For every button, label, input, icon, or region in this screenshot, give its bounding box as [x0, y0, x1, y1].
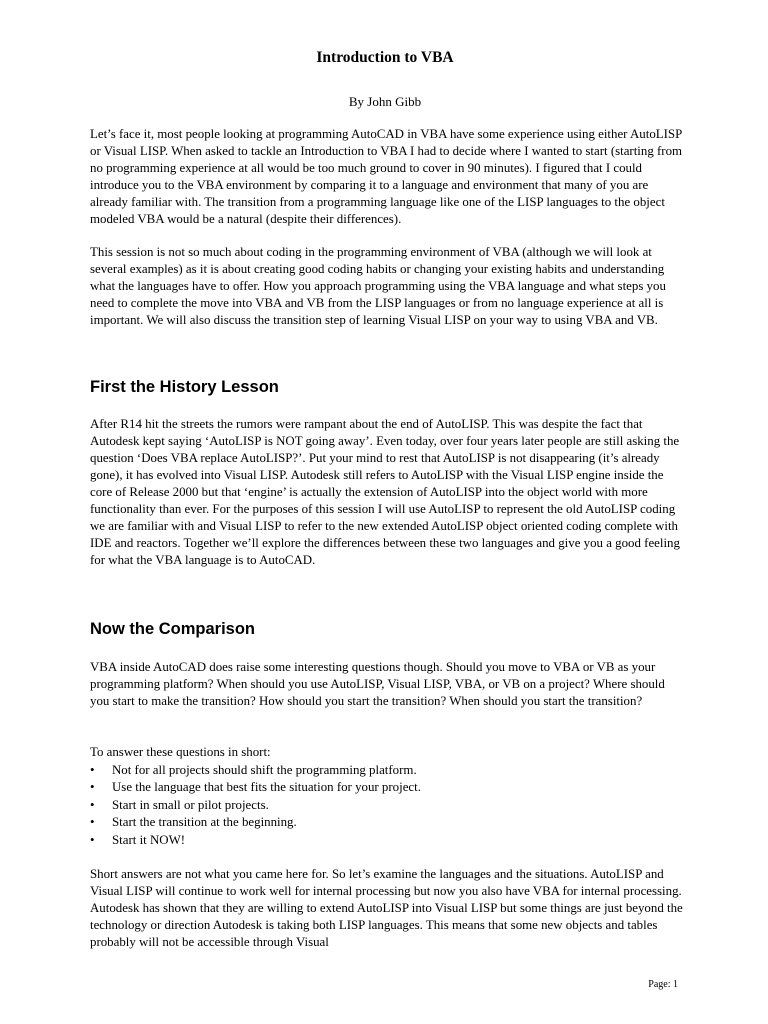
list-item — [90, 832, 686, 849]
intro-paragraph-2: This session is not so much about coding in the programming environment of VBA (although we will look at several examples) as it is about creating good coding habits or changing your existing habits and understanding what the languages have to offer. How you approach programming using the VBA language and what steps you need to complete the move into VBA and VB from the LISP languages or from no language experience at all is important. We will also discuss the transition step of learning Visual LISP on your way to using VBA and VB. — [90, 245, 666, 327]
list-item-text: Use the language that best fits the situation for your project. — [112, 780, 421, 795]
list-intro: To answer these questions in short: — [90, 745, 271, 759]
document-title: Introduction to VBA — [316, 49, 454, 66]
list-item — [90, 797, 686, 814]
list-item-text: Not for all projects should shift the programming platform. — [112, 763, 417, 777]
list-item — [90, 779, 686, 796]
intro-paragraph-1: Let’s face it, most people looking at programming AutoCAD in VBA have some experience using either AutoLISP or Visual LISP. When asked to tackle an Introduction to VBA I had to decide where I wanted to start (starting from no programming experience at all would be too much ground to cover in 90 minutes). I figured that I could introduce you to the VBA environment by comparing it to a language and environment that many of you are already familiar with. The transition from a programming language like one of the LISP languages to the object modeled VBA would be a natural (despite their differences). — [90, 127, 683, 226]
list-item-text: Start the transition at the beginning. — [112, 815, 297, 830]
section-heading-history: First the History Lesson — [90, 378, 279, 396]
list-item-text: Start it NOW! — [112, 832, 186, 847]
bullet-icon: • — [90, 832, 95, 847]
list-item-text: Start in small or pilot projects. — [112, 797, 269, 812]
list-item — [90, 814, 686, 831]
bullet-icon: • — [90, 780, 95, 795]
answer-list — [90, 762, 686, 849]
list-item — [90, 762, 686, 779]
bullet-icon: • — [90, 763, 95, 777]
history-paragraph: After R14 hit the streets the rumors were rampant about the end of AutoLISP. This was despite the fact that Autodesk kept saying ‘AutoLISP is NOT going away’. Even today, over four years later people are still asking the question ‘Does VBA replace AutoLISP?’. Put your mind to rest that AutoLISP is not disappearing (it’s already gone), it has evolved into Visual LISP. Autodesk still refers to AutoLISP with the Visual LISP engine inside the core of Release 2000 but that ‘engine’ is actually the extension of AutoLISP into the object world with more functionality than ever. For the purposes of this session I will use AutoLISP to represent the old AutoLISP coding we are familiar with and Visual LISP to refer to the new extended AutoLISP object oriented coding complete with IDE and reactors. Together we’ll explore the differences between these two languages and give you a good feeling for what the VBA language is to AutoCAD. — [90, 417, 680, 567]
document-author: By John Gibb — [348, 94, 422, 109]
page-number: Page: 1 — [648, 979, 678, 990]
section-heading-comparison: Now the Comparison — [90, 620, 256, 638]
comparison-paragraph: VBA inside AutoCAD does raise some interesting questions though. Should you move to VBA or VB as your programming platform? When should you use AutoLISP, Visual LISP, VBA, or VB on a project? Where should you start to make the transition? How should you start the transition? When should you start the transition? — [90, 660, 665, 708]
closing-paragraph: Short answers are not what you came here for. So let’s examine the languages and the situations. AutoLISP and Visual LISP will continue to work well for internal processing but now you also have VBA for internal processing. Autodesk has shown that they are willing to extend AutoLISP into Visual LISP but some things are just beyond the technology or direction Autodesk is taking both LISP languages. This means that some new objects and tables probably will not be accessible through Visual — [90, 867, 683, 949]
bullet-icon: • — [90, 815, 95, 830]
bullet-icon: • — [90, 797, 95, 812]
